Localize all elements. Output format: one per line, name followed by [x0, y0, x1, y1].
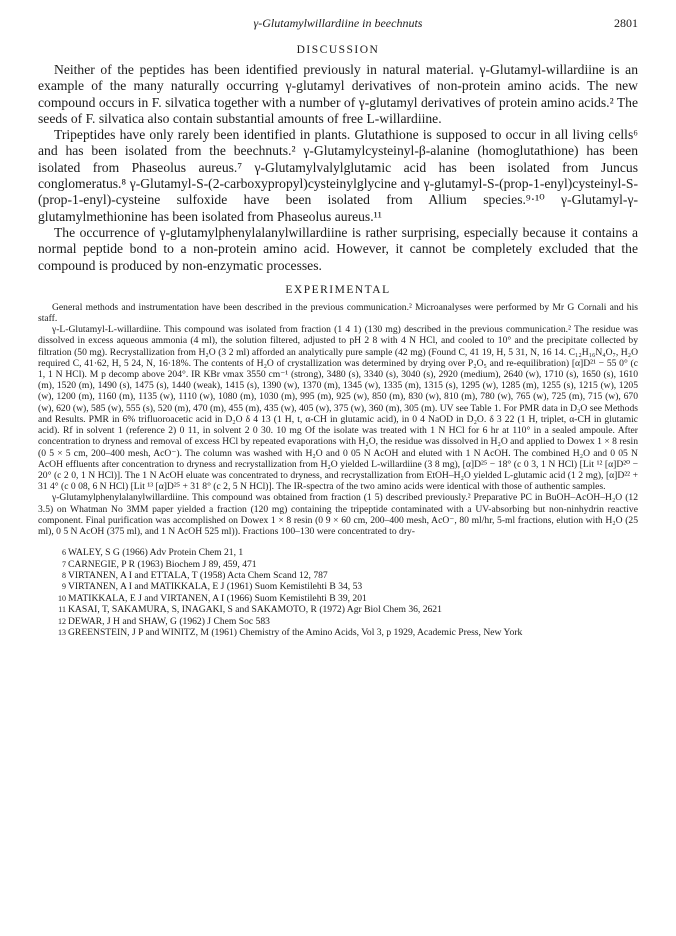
discussion-paragraph: Neither of the peptides has been identified previously in natural material. γ-Glutamyl-willardiine is an example of the many naturally occurring γ-glutamyl derivatives of non-protein amino acids. The new compound occurs in F. silvatica together with a number of γ-glutamyl derivatives of protein amino acids.² The seeds of F. silvatica also contain substantial amounts of free L-willardiine.: [38, 62, 638, 126]
experimental-paragraph: γ-L-Glutamyl-L-willardiine. This compound was isolated from fraction (1 4 1) (130 mg) described in the previous communication.² The residue was dissolved in excess aqueous ammonia (4 ml), the solution filtered, adjusted to pH 2 8 with 4 N HCl, and cooled to 10° and the precipitate collected by filtration (50 mg). Recrystallization from H₂O (3 2 ml) afforded an analytically pure sample (42 mg) (Found C, 41 19, H, 5 31, N, 16 14. C₁₂H₁₆N₄O₇, H₂O required C, 41·62, H, 5 24, N, 16·18%. The contents of H₂O of crystallization was determined by drying over P₂O₅ and re-equilibration) [α]D²¹ − 55 0° (c 1, 1 N HCl). M p decomp above 204°. IR KBr νmax 3550 cm⁻¹ (strong), 3480 (s), 3340 (s), 3040 (s), 2920 (medium), 2640 (w), 1710 (s), 1650 (s), 1610 (m), 1520 (m), 1490 (s), 1475 (s), 1440 (weak), 1415 (s), 1390 (w), 1370 (m), 1345 (w), 1335 (m), 1315 (s), 1295 (w), 1285 (m), 1255 (s), 1215 (w), 1205 (w), 1200 (m), 1160 (m), 1135 (w), 1110 (w), 1080 (m), 1030 (m), 995 (m), 925 (w), 850 (m), 830 (w), 810 (m), 780 (w), 765 (w), 725 (m), 715 (w), 670 (w), 620 (w), 585 (w), 555 (s), 520 (m), 470 (m), 455 (m), 435 (w), 405 (w), 375 (w), 360 (m), 305 (m). UV see Table 1. For PMR data in D₂O see Methods and Results. PMR in 6% trifluoroacetic acid in D₂O δ 4 13 (1 H, t, α-CH in glutamic acid), in 0 4 NaOD in D₂O. δ 3 22 (1 H, triplet, α-CH in glutamic acid). Rf in solvent 1 (reference 2) 0 11, in solvent 2 0 30. 10 mg Of the isolate was treated with 1 N HCl for 6 hr at 110° in a sealed ampoule. After concentration to dryness and removal of excess HCl by repeated evaporations with H₂O, the residue was dissolved in H₂O and applied to Dowex 1 × 8 resin (0 5 × 5 cm, 200–400 mesh, AcO⁻). The column was washed with H₂O and 0 05 N AcOH and eluted with 1 N AcOH. The combined H₂O and 0 05 N AcOH effluents after concentration to dryness and recrystallization from H₂O yielded L-willardiine (3 8 mg), [α]D²⁵ − 18° (c 0 3, 1 N HCl) [Lit ¹² [α]D²⁰ − 20° (c 2 0, 1 N HCl)]. The 1 N AcOH eluate was concentrated to dryness, and recrystallization from EtOH–H₂O yielded L-glutamic acid (1 2 mg), [α]D²² + 31 4° (c 0 08, 6 N HCl) [Lit ¹³ [α]D²⁵ + 31 8° (c 2, 5 N HCl)]. The IR-spectra of the two amino acids were identical with those of authentic samples.: [38, 324, 638, 493]
discussion-heading: DISCUSSION: [296, 44, 380, 56]
experimental-section: [38, 284, 638, 537]
experimental-heading: EXPERIMENTAL: [285, 283, 391, 296]
reference-text: KASAI, T, SAKAMURA, S, INAGAKI, S and SAKAMOTO, R (1972) Agr Biol Chem 36, 2621: [68, 604, 442, 616]
reference-number: 7: [62, 559, 66, 569]
experimental-paragraph: General methods and instrumentation have been described in the previous communication.² Microanalyses were performed by Mr G Cornali and his staff.: [38, 301, 638, 325]
reference-item: [50, 570, 638, 581]
reference-item: [50, 547, 638, 558]
references-list: [38, 547, 638, 638]
reference-text: WALEY, S G (1966) Adv Protein Chem 21, 1: [68, 547, 244, 559]
running-title: γ-Glutamylwillardiine in beechnuts: [253, 16, 423, 30]
running-header: [38, 16, 638, 34]
reference-item: [50, 627, 638, 638]
reference-text: GREENSTEIN, J P and WINITZ, M (1961) Chemistry of the Amino Acids, Vol 3, p 1929, Academic Press, New York: [68, 626, 523, 638]
reference-number: 13: [58, 627, 66, 637]
reference-item: [50, 559, 638, 570]
reference-number: 12: [58, 616, 66, 626]
reference-item: [50, 604, 638, 615]
reference-item: [50, 616, 638, 627]
reference-number: 6: [62, 548, 66, 558]
discussion-paragraph: The occurrence of γ-glutamylphenylalanylwillardiine is rather surprising, especially because it contains a normal peptide bond to a non-protein amino acid. However, it cannot be completely excluded that the compound is produced by non-enzymatic processes.: [38, 224, 638, 273]
reference-number: 11: [58, 605, 66, 615]
reference-text: VIRTANEN, A I and ETTALA, T (1958) Acta Chem Scand 12, 787: [68, 569, 328, 581]
paper-page: [38, 16, 638, 638]
reference-number: 10: [58, 593, 66, 603]
page-number: 2801: [614, 16, 638, 30]
reference-item: [50, 581, 638, 592]
reference-text: VIRTANEN, A I and MATIKKALA, E J (1961) Suom Kemistilehti B 34, 53: [68, 581, 363, 593]
experimental-paragraph: γ-Glutamylphenylalanylwillardiine. This compound was obtained from fraction (1 5) described previously.² Preparative PC in BuOH–AcOH–H₂O (12 3.5) on Whatman No 3MM paper yielded a fraction (120 mg) containing the tripeptide contaminated with a UV-absorbing but non-ninhydrin reactive component. Final purification was accomplished on Dowex 1 × 8 resin (0 9 × 60 cm, 200–400 mesh, AcO⁻, 80 ml/hr, 5-ml fractions, elution with H₂O (25 ml), 0 5 N AcOH (375 ml), and 1 N AcOH 525 ml)). Fractions 100–130 were concentrated to dry-: [38, 492, 638, 537]
reference-item: [50, 593, 638, 604]
discussion-section: [38, 44, 638, 274]
reference-text: MATIKKALA, E J and VIRTANEN, A I (1966) Suom Kemistilehti B 39, 201: [68, 592, 367, 604]
reference-number: 9: [62, 582, 66, 592]
reference-text: CARNEGIE, P R (1963) Biochem J 89, 459, 471: [68, 558, 257, 570]
reference-text: DEWAR, J H and SHAW, G (1962) J Chem Soc 583: [68, 615, 270, 627]
reference-number: 8: [62, 570, 66, 580]
discussion-paragraph: Tripeptides have only rarely been identified in plants. Glutathione is supposed to occur in all living cells⁶ and has been isolated from the beechnuts.² γ-Glutamylcysteinyl-β-alanine (homoglutathione) has been isolated from Phaseolus aureus.⁷ γ-Glutamylvalylglutamic acid has been isolated from Juncus conglomeratus.⁸ γ-Glutamyl-S-(2-carboxypropyl)cysteinylglycine and γ-glutamyl-S-(prop-1-enyl)cysteinyl-S-(prop-1-enyl)-cysteine sulfoxide have been isolated from Allium species.⁹·¹⁰ γ-Glutamyl-γ-glutamylmethionine has been isolated from Phaseolus aureus.¹¹: [38, 127, 638, 224]
